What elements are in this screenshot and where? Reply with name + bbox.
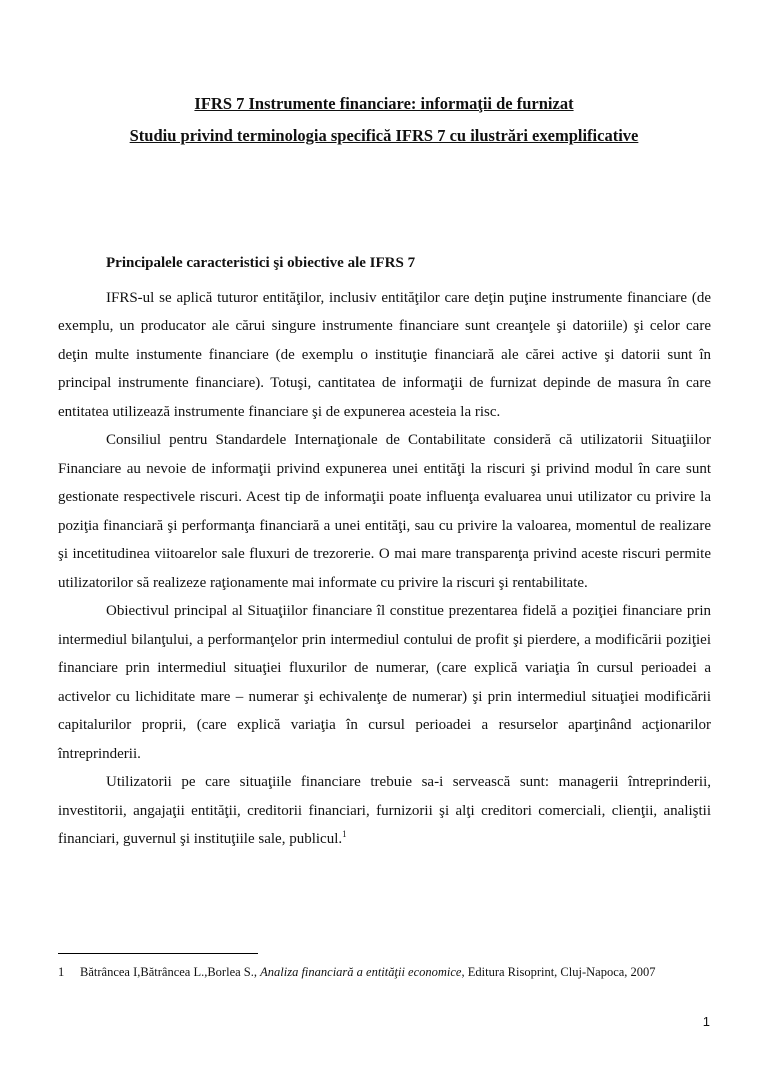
document-title: IFRS 7 Instrumente financiare: informaţii de furnizat [194, 94, 574, 113]
footnote [58, 963, 718, 981]
paragraph: Obiectivul principal al Situaţiilor financiare îl constitue prezentarea fidelă a poziţiei financiare prin intermediul bilanţului, a performanţelor prin intermediul contului de profit şi pierdere, a modificării poziţiei financiare prin intermediul situaţiei fluxurilor de numerar, (care explică variaţia în cursul perioadei a activelor cu lichiditate mare – numerar şi echivalenţe de numerar) şi prin intermediul situaţiei modificării capitalurilor proprii, (care explică variaţia în cursul perioadei a resurselor aparţinând acţionarilor întreprinderii. [58, 603, 711, 762]
footnote-authors: Bătrâncea I,Bătrâncea L.,Borlea S., [80, 965, 261, 979]
section-heading: Principalele caracteristici şi obiective ale IFRS 7 [106, 255, 416, 271]
footnote-reference[interactable]: 1 [342, 829, 347, 839]
footnote-publisher: , Editura Risoprint, Cluj-Napoca, 2007 [461, 965, 656, 979]
footnote-separator [58, 953, 258, 954]
paragraph-text: Utilizatorii pe care situaţiile financiare trebuie sa-i servească sunt: managerii întreprinderii, investitorii, angajaţii entităţii, creditorii financiari, furnizorii şi alţi creditori comerciali, clienţii, analiştii financiari, guvernul şi instituţiile sale, publicul. [58, 774, 711, 847]
document-subtitle: Studiu privind terminologia specifică IFRS 7 cu ilustrări exemplificative [129, 126, 639, 145]
paragraph: IFRS-ul se aplică tuturor entităţilor, inclusiv entităţilor care deţin puţine instrumente financiare (de exemplu, un producator ale cărui singure instrumente financiare sunt creanţele şi datoriile) şi celor care deţin multe instumente financiare (de exemplu o instituţie financiară ale cărei active şi datorii sunt în principal instrumente financiare). Totuşi, cantitatea de informaţii de furnizat depinde de masura în care entitatea utilizează instrumente financiare şi de expunerea acesteia la risc. [58, 289, 711, 420]
footnote-book-title: Analiza financiară a entităţii economice [260, 965, 462, 979]
page-number: 1 [702, 1014, 710, 1029]
paragraph [58, 768, 711, 854]
body-text [58, 255, 711, 854]
footnote-number: 1 [58, 965, 65, 979]
paragraph: Consiliul pentru Standardele Internaţionale de Contabilitate consideră că utilizatorii Situaţiilor Financiare au nevoie de informaţii privind expunerea unei entităţi la riscuri şi privind modul în care sunt gestionate respectivele riscuri. Acest tip de informaţii poate influenţa evaluarea unui utilizator cu privire la poziţia financiară şi performanţa financiară a unei entităţi, sau cu privire la valoarea, momentul de realizare şi incetitudinea viitoarelor sale fluxuri de trezorerie. O mai mare transparenţa privind aceste riscuri permite utilizatorilor să realizeze raţionamente mai informate cu privire la riscuri şi rentabilitate. [58, 432, 711, 591]
